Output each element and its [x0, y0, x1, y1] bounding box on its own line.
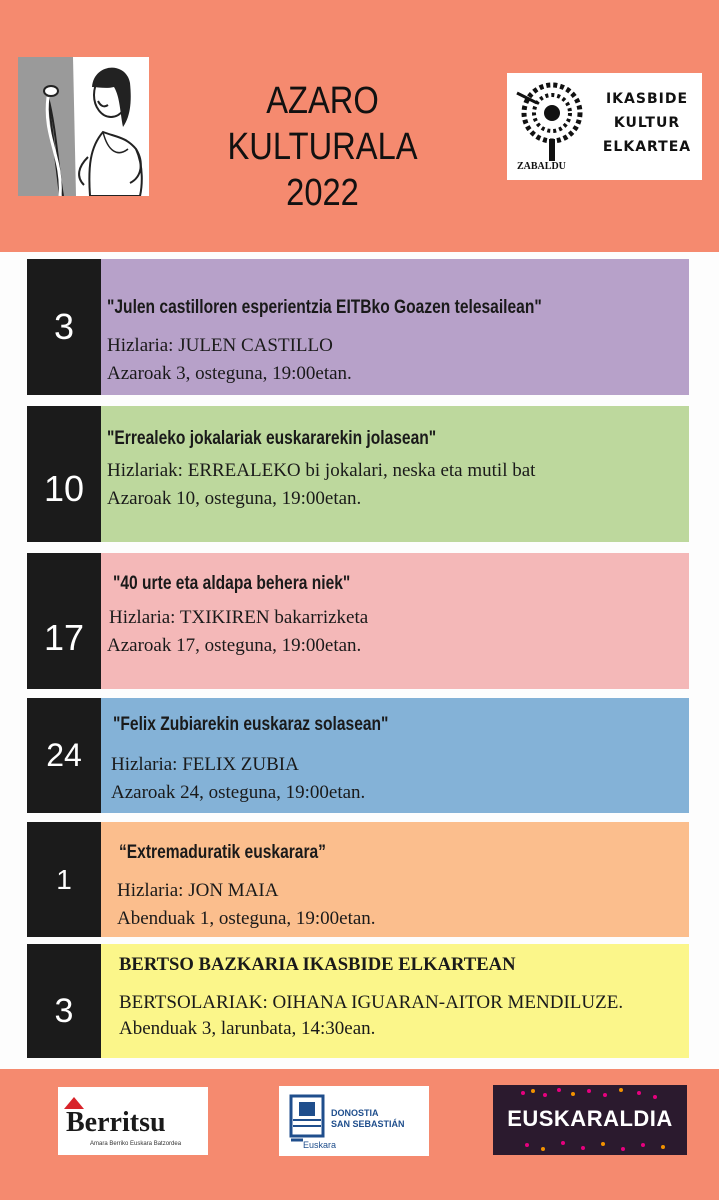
event-day: 1 — [27, 822, 101, 937]
event-title: “Extremaduratik euskarara” — [119, 842, 326, 863]
zabaldu-label: ZABALDU — [517, 161, 566, 172]
event-body — [101, 259, 689, 395]
event-day: 3 — [27, 259, 101, 395]
event-day: 10 — [27, 406, 101, 542]
ikasbide-line-2: KULTUR — [613, 115, 681, 131]
event-row — [27, 553, 689, 689]
donostia-line-1: DONOSTIA — [331, 1108, 379, 1118]
footer-band — [0, 1069, 719, 1200]
title-line-2: 2022 — [286, 172, 359, 214]
event-day: 24 — [27, 698, 101, 813]
header-band — [0, 0, 719, 252]
berritsu-logo — [58, 1087, 208, 1155]
title-line-1: AZARO KULTURALA — [227, 80, 418, 168]
euskaraldia-text: EUSKARALDIA — [507, 1106, 673, 1131]
event-row — [27, 259, 689, 395]
event-body — [101, 698, 689, 813]
event-row — [27, 698, 689, 813]
berritsu-text: Berritsu — [66, 1107, 166, 1138]
event-title: "Felix Zubiarekin euskaraz solasean" — [113, 714, 389, 735]
berritsu-subtitle: Amara Berriko Euskara Batzordea — [90, 1141, 182, 1147]
event-row — [27, 406, 689, 542]
event-date: Azaroak 3, osteguna, 19:00etan. — [107, 363, 352, 384]
event-body — [101, 822, 689, 937]
event-date: Abenduak 3, larunbata, 14:30ean. — [119, 1018, 376, 1039]
event-day: 17 — [27, 553, 101, 689]
event-body — [101, 944, 689, 1058]
ikasbide-logo — [507, 73, 702, 180]
euskaraldia-logo — [493, 1085, 687, 1155]
event-row — [27, 822, 689, 937]
donostia-text — [331, 1108, 405, 1130]
event-speaker: Hizlaria: FELIX ZUBIA — [111, 754, 299, 775]
donostia-line-2: SAN SEBASTIÁN — [331, 1119, 405, 1129]
singer-illustration — [18, 57, 149, 196]
event-speaker: Hizlariak: ERREALEKO bi jokalari, neska eta mutil bat — [107, 460, 536, 481]
donostia-logo — [279, 1086, 429, 1156]
donostia-euskara: Euskara — [303, 1140, 337, 1150]
event-title: "Errealeko jokalariak euskararekin jolasean" — [107, 428, 437, 449]
event-title: "Julen castilloren esperientzia EITBko Goazen telesailean" — [107, 297, 542, 318]
event-body — [101, 406, 689, 542]
page-title — [183, 78, 463, 216]
event-speaker: Hizlaria: JON MAIA — [117, 880, 279, 901]
event-date: Azaroak 17, osteguna, 19:00etan. — [107, 635, 362, 656]
event-speaker: Hizlaria: TXIKIREN bakarrizketa — [109, 607, 369, 628]
event-day: 3 — [27, 944, 101, 1058]
event-row — [27, 944, 689, 1058]
event-title: BERTSO BAZKARIA IKASBIDE ELKARTEAN — [119, 954, 516, 975]
ikasbide-line-3: ELKARTEA — [602, 139, 692, 155]
event-date: Azaroak 24, osteguna, 19:00etan. — [111, 782, 366, 803]
event-speaker: BERTSOLARIAK: OIHANA IGUARAN-AITOR MENDILUZE. — [119, 992, 624, 1013]
event-body — [101, 553, 689, 689]
event-date: Azaroak 10, osteguna, 19:00etan. — [107, 488, 362, 509]
event-speaker: Hizlaria: JULEN CASTILLO — [107, 335, 333, 356]
ikasbide-line-1: IKASBIDE — [605, 91, 689, 107]
event-title: "40 urte eta aldapa behera niek" — [113, 573, 351, 594]
event-date: Abenduak 1, osteguna, 19:00etan. — [117, 908, 376, 929]
ikasbide-logo-text — [595, 87, 699, 159]
